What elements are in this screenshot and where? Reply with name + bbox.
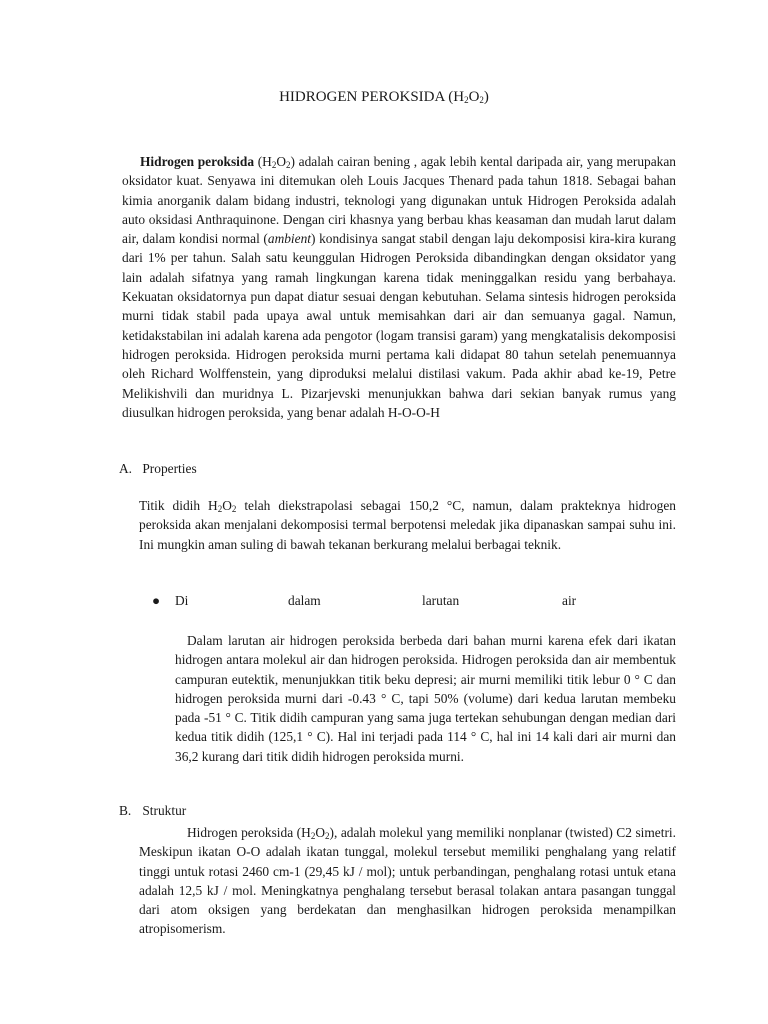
section-a-heading: A. Properties bbox=[119, 461, 197, 476]
section-a-paragraph: Titik didih $H_2O_2$ telah diekstrapolasi sebagai 150,2 °C, namun, dalam prakteknya hidrogen peroksida akan menjalani dekomposisi termal berpotensi meledak jika dipanaskan sampai suhu ini. Ini mungkin aman suling di bawah tekanan berkurang melalui berbagai teknik. bbox=[139, 498, 676, 552]
bullet-word: larutan bbox=[422, 593, 460, 608]
bullet-word: dalam bbox=[288, 593, 321, 608]
intro-italic-term: ambient bbox=[267, 231, 312, 247]
bullet-word: air bbox=[562, 593, 577, 608]
page-title: HIDROGEN PEROKSIDA $(H_2O_2)$ bbox=[279, 89, 489, 105]
intro-paragraph: Hidrogen peroksida $(H_2O_2)$ adalah cairan bening , agak lebih kental daripada air, yang merupakan oksidator kuat. Senyawa ini ditemukan oleh Louis Jacques Thenard pada tahun 1818. Sebagai bahan kimia anorganik dalam bidang industri, teknologi yang digunakan untuk Hidrogen Peroksida adalah auto oksidasi Anthraquinone. Dengan ciri khasnya yang berbau khas keasaman dan mudah larut dalam air, dalam kondisi normal (ambient) kondisinya sangat stabil dengan laju dekomposisi kira-kira kurang dari 1% per tahun. Salah satu keunggulan Hidrogen Peroksida dibandingkan dengan oksidator yang lain adalah sifatnya yang ramah lingkungan karena tidak meninggalkan residu yang berbahaya. Kekuatan oksidatornya pun dapat diatur sesuai dengan kebutuhan. Selama sintesis hidrogen peroksida murni tidak stabil pada upaya awal untuk memisahkan dari air dan semuanya gagal. Namun, ketidakstabilan ini adalah karena ada pengotor (logam transisi garam) yang mengkatalisis dekomposisi hidrogen peroksida. Hidrogen peroksida murni pertama kali didapat 80 tahun setelah penemuannya oleh Richard Wolffenstein, yang diproduksi melalui distilasi vakum. Pada akhir abad ke-19, Petre Melikishvili dan muridnya L. Pizarjevski menunjukkan bahwa dari sekian banyak rumus yang diusulkan hidrogen peroksida, yang benar adalah H-O-O-H bbox=[122, 154, 676, 420]
bullet-word: Di bbox=[175, 593, 189, 608]
section-b-paragraph: Hidrogen peroksida $(H_2O_2)$, adalah molekul yang memiliki nonplanar (twisted) C2 simetri. Meskipun ikatan O-O adalah ikatan tunggal, molekul tersebut memiliki penghalang yang relatif tinggi untuk rotasi 2460 cm-1 (29,45 kJ / mol); untuk perbandingan, penghalang rotasi untuk etana adalah 12,5 kJ / mol. Meningkatnya penghalang tersebut berasal tolakan antara pasangan tunggal dari atom oksigen yang berdekatan dan menghasilkan hidrogen peroksida menampilkan atropisomerism. bbox=[139, 825, 676, 937]
section-b-heading: B. Struktur bbox=[119, 803, 187, 818]
section-a-subparagraph: Dalam larutan air hidrogen peroksida berbeda dari bahan murni karena efek dari ikatan hidrogen antara molekul air dan hidrogen peroksida. Hidrogen peroksida dan air membentuk campuran eutektik, menunjukkan titik beku depresi; air murni memiliki titik lebur 0 ° C dan hidrogen peroksida murni dari -0.43 ° C, tapi 50% (volume) dari kedua larutan membeku pada -51 ° C. Titik didih campuran yang sama juga tertekan sehubungan dengan median dari kedua titik didih (125,1 ° C). Hal ini terjadi pada 114 ° C, hal ini 14 kali dari air murni dan 36,2 kurang dari titik didih hidrogen peroksida murni. bbox=[175, 633, 676, 764]
bullet-dot-icon: ● bbox=[152, 593, 161, 608]
intro-bold-term: Hidrogen peroksida bbox=[140, 154, 255, 169]
